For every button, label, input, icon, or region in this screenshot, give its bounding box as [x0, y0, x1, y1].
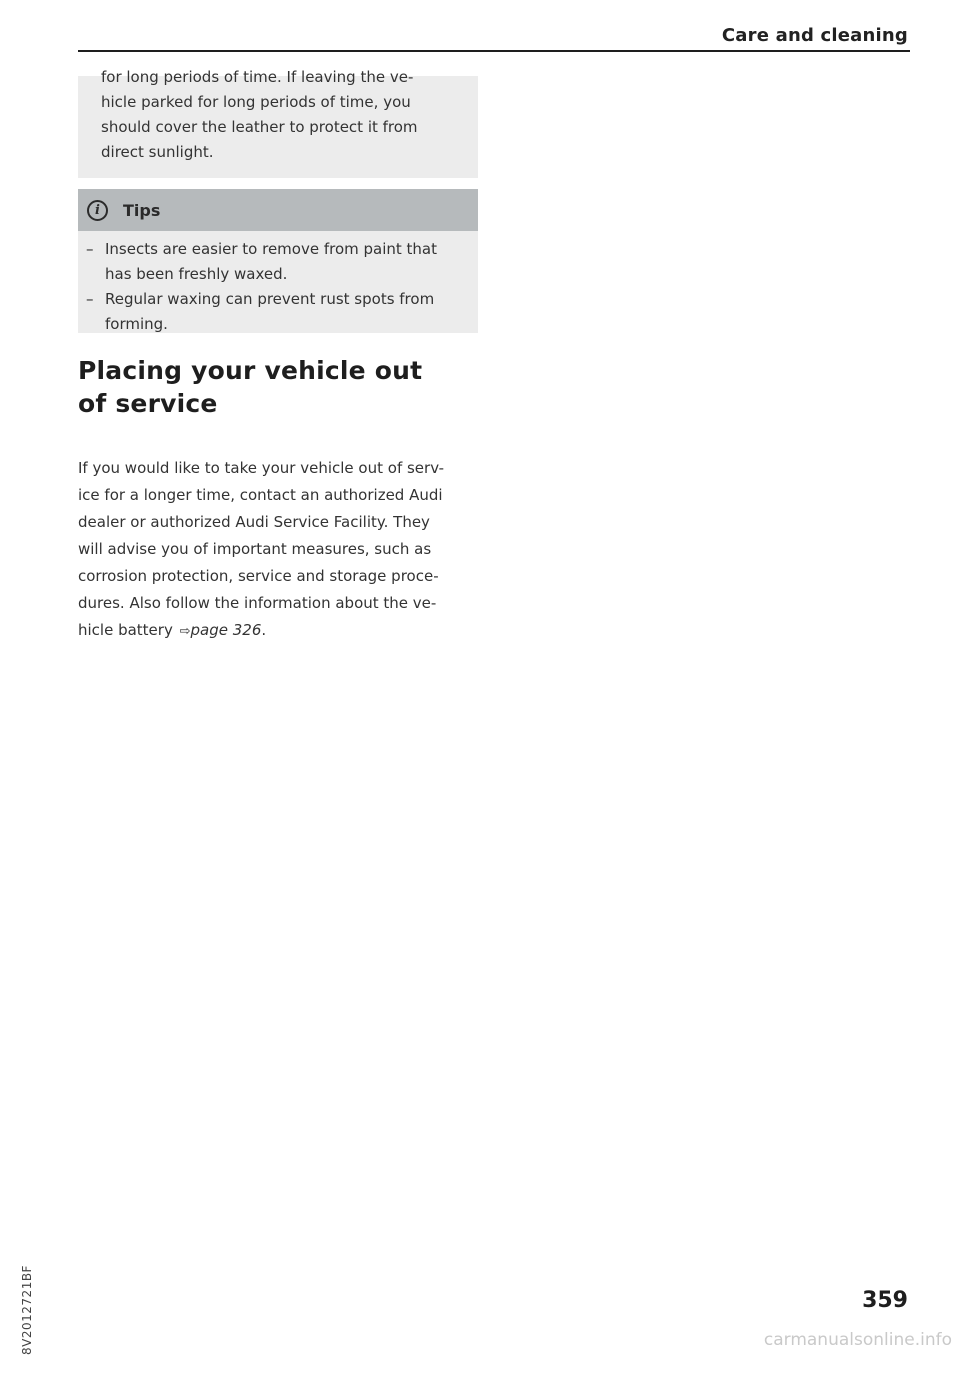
- tips-body: [78, 231, 478, 333]
- body-line: corrosion protection, service and storage proce-: [78, 567, 439, 585]
- reference-arrow-icon: ⇨: [179, 624, 191, 639]
- tips-title: Tips: [123, 200, 161, 220]
- tip-line: forming.: [105, 315, 168, 333]
- body-line: If you would like to take your vehicle out of serv-: [78, 459, 445, 477]
- body-line-with-reference: [78, 617, 478, 645]
- tip-bullet: –: [86, 240, 94, 258]
- page-reference-link[interactable]: page 326: [190, 621, 262, 639]
- body-line: ice for a longer time, contact an authorized Audi: [78, 486, 443, 504]
- section-heading-line: of service: [78, 389, 218, 418]
- section-heading: [78, 354, 478, 420]
- document-code: [20, 1240, 34, 1380]
- carry-over-line: direct sunlight.: [101, 143, 214, 161]
- body-line: will advise you of important measures, such as: [78, 540, 432, 558]
- tip-item: [86, 287, 468, 337]
- header-rule: [78, 50, 910, 52]
- tip-item: [86, 237, 468, 287]
- tip-line: Regular waxing can prevent rust spots from: [105, 290, 435, 308]
- document-code-text: 8V2012721BF: [20, 1265, 34, 1355]
- section-body: [78, 455, 478, 645]
- tip-bullet: –: [86, 290, 94, 308]
- info-circle-icon: i: [87, 200, 108, 221]
- running-header: Care and cleaning: [721, 25, 908, 46]
- carry-over-box: [78, 68, 478, 178]
- body-line: dealer or authorized Audi Service Facility. They: [78, 513, 430, 531]
- watermark: carmanualsonline.info: [763, 1330, 952, 1350]
- tips-header: [78, 189, 478, 231]
- section-heading-line: Placing your vehicle out: [78, 356, 423, 385]
- body-line-text: hicle battery: [78, 621, 173, 639]
- body-line: dures. Also follow the information about the ve-: [78, 594, 437, 612]
- carry-over-line: for long periods of time. If leaving the ve-: [101, 68, 414, 86]
- carry-over-line: hicle parked for long periods of time, you: [101, 93, 411, 111]
- carry-over-line: should cover the leather to protect it from: [101, 118, 418, 136]
- tip-line: Insects are easier to remove from paint that: [105, 240, 438, 258]
- body-line-period: .: [261, 621, 267, 639]
- page-number: 359: [862, 1288, 908, 1313]
- tip-line: has been freshly waxed.: [105, 265, 288, 283]
